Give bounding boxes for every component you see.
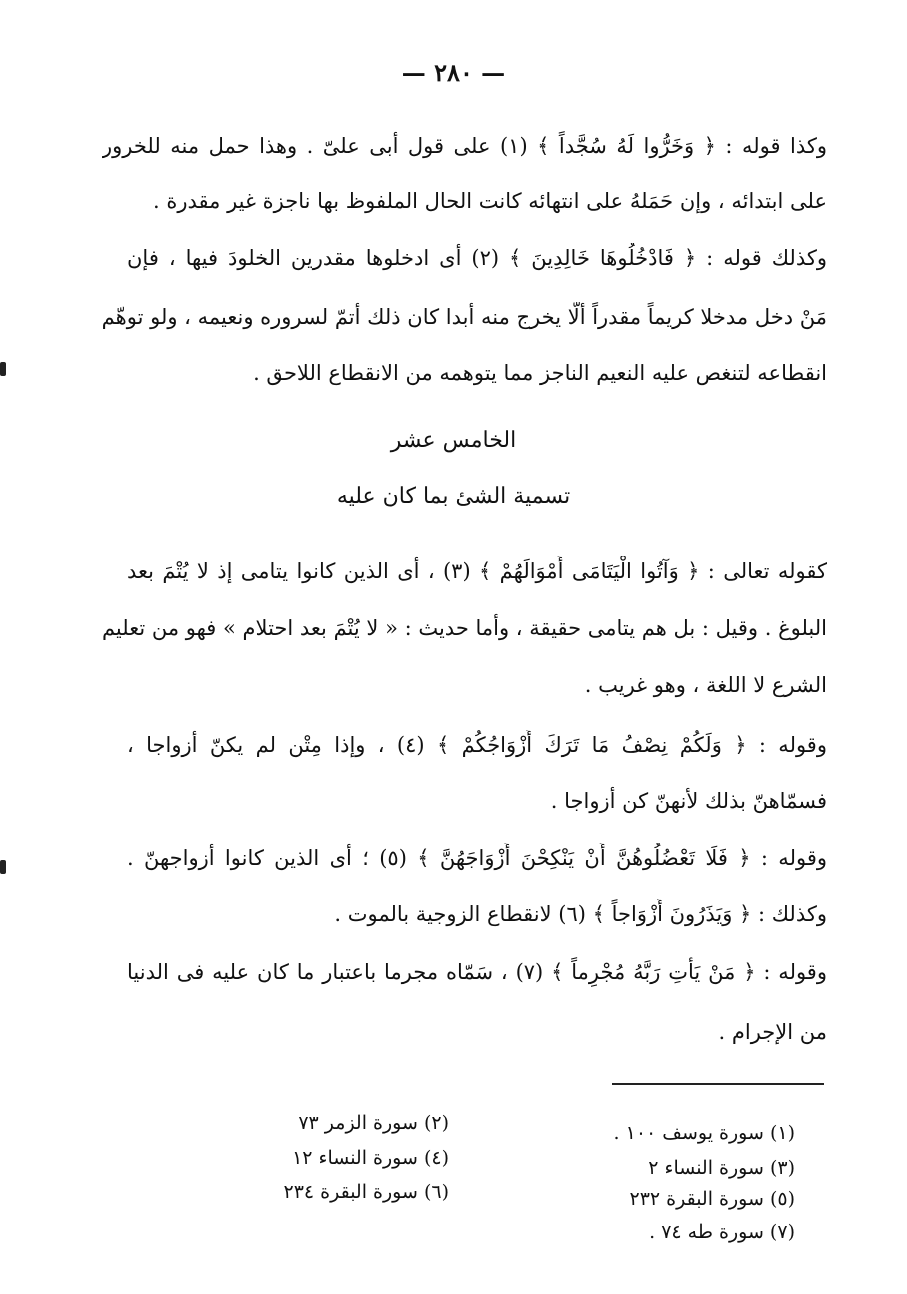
text-line: وقوله : ﴿ فَلَا تَعْضُلُوهُنَّ أَنْ يَنْكِحْنَ أَزْوَاجَهُنَّ ﴾ (٥) ؛ أى الذين كانوا أزواجهنّ . [127,846,827,870]
text-line: وكذا قوله : ﴿ وَخَرُّوا لَهُ سُجَّداً ﴾ (١) على قول أبى علىّ . وهذا حمل منه للخرور [102,134,827,158]
scan-edge-mark [0,362,6,376]
footnote-2: (٢) سورة الزمر ٧٣ [298,1112,449,1134]
text-line: البلوغ . وقيل : بل هم يتامى حقيقة ، وأما حديث : « لا يُتْمَ بعد احتلام » فهو من تعليم [102,616,827,640]
footnote-4: (٤) سورة النساء ١٢ [292,1147,449,1169]
footnote-1: (١) سورة يوسف ١٠٠ . [613,1122,795,1144]
footnote-7: (٧) سورة طه ٧٤ . [649,1221,795,1243]
text-line: وكذلك قوله : ﴿ فَادْخُلُوهَا خَالِدِينَ ﴾ (٢) أى ادخلوها مقدرين الخلودَ فيها ، فإن [127,246,827,270]
section-number-heading: الخامس عشر [390,428,517,453]
text-line: مَنْ دخل مدخلا كريماً مقدراً ألَّا يخرج منه أبدا كان ذلك أتمّ لسروره ونعيمه ، ولو توهّم [102,305,827,329]
text-line: وقوله : ﴿ مَنْ يَأْتِ رَبَّهُ مُجْرِماً ﴾ (٧) ، سَمّاه مجرما باعتبار ما كان عليه فى الدنيا [127,960,827,984]
section-title-heading: تسمية الشئ بما كان عليه [336,484,571,509]
text-line: وكذلك : ﴿ وَيَذَرُونَ أَزْوَاجاً ﴾ (٦) لانقطاع الزوجية بالموت . [334,902,827,926]
text-line: كقوله تعالى : ﴿ وَآتُوا الْيَتَامَى أَمْوَالَهُمْ ﴾ (٣) ، أى الذين كانوا يتامى إذ لا يُتْمَ بعد [127,559,827,583]
text-line: من الإجرام . [718,1020,827,1044]
page-number: — ٢٨٠ — [401,58,506,87]
text-line: وقوله : ﴿ وَلَكُمْ نِصْفُ مَا تَرَكَ أَزْوَاجُكُمْ ﴾ (٤) ، وإذا مِتْن لم يكنّ أزواجا ، [127,733,827,757]
text-line: على ابتدائه ، وإن حَمَلهُ على انتهائه كانت الحال الملفوظ بها ناجزة غير مقدرة . [153,189,827,213]
text-line: فسمّاهنّ بذلك لأنهنّ كن أزواجا . [550,789,827,813]
footnote-3: (٣) سورة النساء ٢ [648,1157,795,1179]
text-line: الشرع لا اللغة ، وهو غريب . [584,673,827,697]
footnote-5: (٥) سورة البقرة ٢٣٢ [629,1188,795,1210]
footnote-separator [612,1083,824,1085]
text-line: انقطاعه لتنغص عليه النعيم الناجز مما يتوهمه من الانقطاع اللاحق . [253,361,827,385]
footnote-6: (٦) سورة البقرة ٢٣٤ [283,1181,449,1203]
scan-edge-mark [0,860,6,874]
